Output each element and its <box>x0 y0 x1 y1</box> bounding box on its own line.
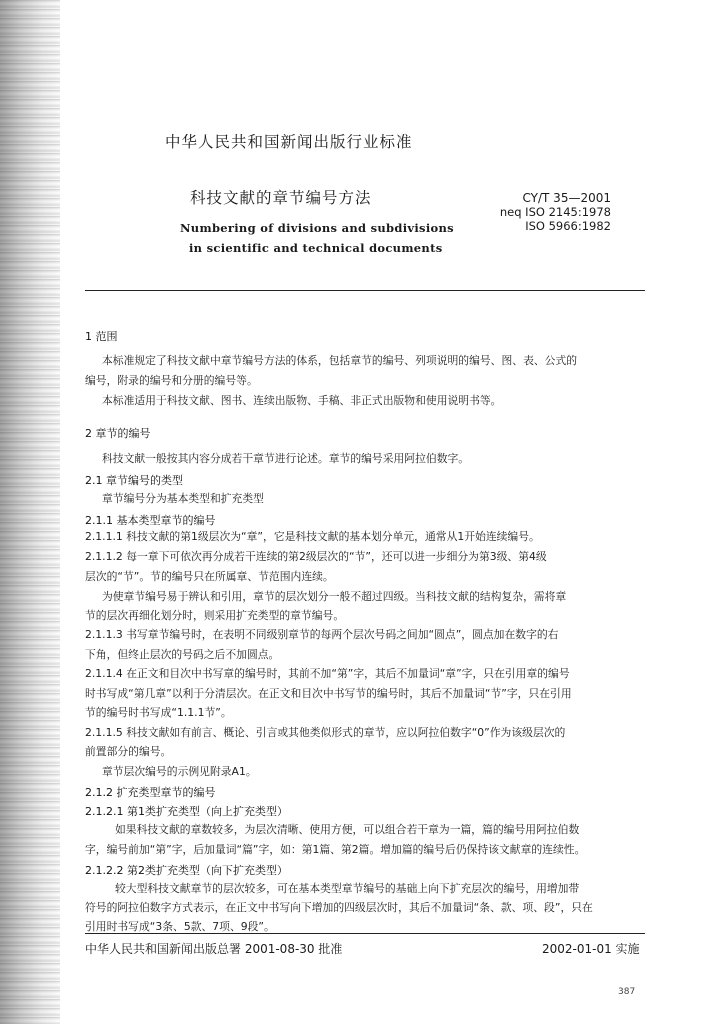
body-line: 科技文献一般按其内容分成若干章节进行论述。章节的编号采用阿拉伯数字。 <box>102 452 470 465</box>
standard-title-cn: 科技文献的章节编号方法 <box>190 189 372 207</box>
body-line: 2.1.1.4 在正文和目次中书写章的编号时，其前不加“第”字，其后不加量词“章”字，只在引用章的编号 <box>85 667 570 680</box>
section-heading: 2.1.1 基本类型章节的编号 <box>85 514 216 527</box>
standard-equivalence-1: neq ISO 2145:1978 <box>499 205 611 219</box>
scan-binding-edge <box>0 0 60 1024</box>
standard-code: CY/T 35—2001 <box>522 191 611 205</box>
body-line: 符号的阿拉伯数字方式表示，在正文中书写向下增加的四级层次时，其后不加量词“条、款、项、段”，只在 <box>85 901 593 914</box>
body-line: 层次的“节”。节的编号只在所属章、节范围内连续。 <box>85 570 334 583</box>
standard-title-en-line2: in scientific and technical documents <box>189 241 443 255</box>
body-line: 2.1.1.1 科技文献的第1级层次为“章”，它是科技文献的基本划分单元，通常从1开始连续编号。 <box>85 530 540 543</box>
body-line: 本标准规定了科技文献中章节编号方法的体系，包括章节的编号、列项说明的编号、图、表、公式的 <box>102 354 578 367</box>
footer-divider-line <box>85 933 645 934</box>
body-line: 2.1.1.5 科技文献如有前言、概论、引言或其他类似形式的章节，应以阿拉伯数字“0”作为该级层次的 <box>85 726 566 739</box>
standard-equivalence-2: ISO 5966:1982 <box>525 219 611 233</box>
body-line: 2.1.1.3 书写章节编号时，在表明不同级别章节的每两个层次号码之间加“圆点”，圆点加在数字的右 <box>85 628 559 641</box>
body-line: 时书写成“第几章”以利于分清层次。在正文和目次中书写节的编号时，其后不加量词“节”字，只在引用 <box>85 687 572 700</box>
body-line: 前置部分的编号。 <box>85 745 172 758</box>
body-line: 编号，附录的编号和分册的编号等。 <box>85 374 258 387</box>
body-line: 节的层次再细化划分时，则采用扩充类型的章节编号。 <box>85 609 345 622</box>
body-line: 较大型科技文献章节的层次较多，可在基本类型章节编号的基础上向下扩充层次的编号，用增加带 <box>115 882 580 895</box>
section-heading: 2 章节的编号 <box>85 427 151 440</box>
approval-note: 中华人民共和国新闻出版总署 2001-08-30 批准 <box>85 942 343 956</box>
body-line: 为使章节编号易于辨认和引用，章节的层次划分一般不超过四级。当科技文献的结构复杂，需将章 <box>102 590 567 603</box>
body-line: 章节层次编号的示例见附录A1。 <box>102 765 257 778</box>
section-heading: 1 范围 <box>85 330 118 343</box>
issuing-agency: 中华人民共和国新闻出版行业标准 <box>165 133 413 151</box>
page-number: 387 <box>618 987 636 997</box>
body-line: 如果科技文献的章数较多，为层次清晰、使用方便，可以组合若干章为一篇，篇的编号用阿拉伯数 <box>115 823 580 836</box>
body-line: 引用时书写成“3条、5款、7项、9段”。 <box>85 920 275 933</box>
body-line: 章节编号分为基本类型和扩充类型 <box>102 492 264 505</box>
header-divider-line <box>85 290 645 291</box>
implementation-date: 2002-01-01 实施 <box>542 942 640 956</box>
section-heading: 2.1.2.1 第1类扩充类型（向上扩充类型） <box>85 805 288 818</box>
body-line: 字，编号前加“第”字，后加量词“篇”字，如：第1篇、第2篇。增加篇的编号后仍保持该文献章的连续性。 <box>85 843 586 856</box>
section-heading: 2.1.2 扩充类型章节的编号 <box>85 786 216 799</box>
body-line: 下角，但终止层次的号码之后不加圆点。 <box>85 648 280 661</box>
section-heading: 2.1 章节编号的类型 <box>85 474 183 487</box>
standard-title-en-line1: Numbering of divisions and subdivisions <box>180 221 454 235</box>
body-line: 本标准适用于科技文献、图书、连续出版物、手稿、非正式出版物和使用说明书等。 <box>102 394 502 407</box>
body-line: 2.1.1.2 每一章下可依次再分成若干连续的第2级层次的“节”，还可以进一步细分为第3级、第4级 <box>85 550 547 563</box>
section-heading: 2.1.2.2 第2类扩充类型（向下扩充类型） <box>85 864 288 877</box>
body-line: 节的编号时书写成“1.1.1节”。 <box>85 706 232 719</box>
